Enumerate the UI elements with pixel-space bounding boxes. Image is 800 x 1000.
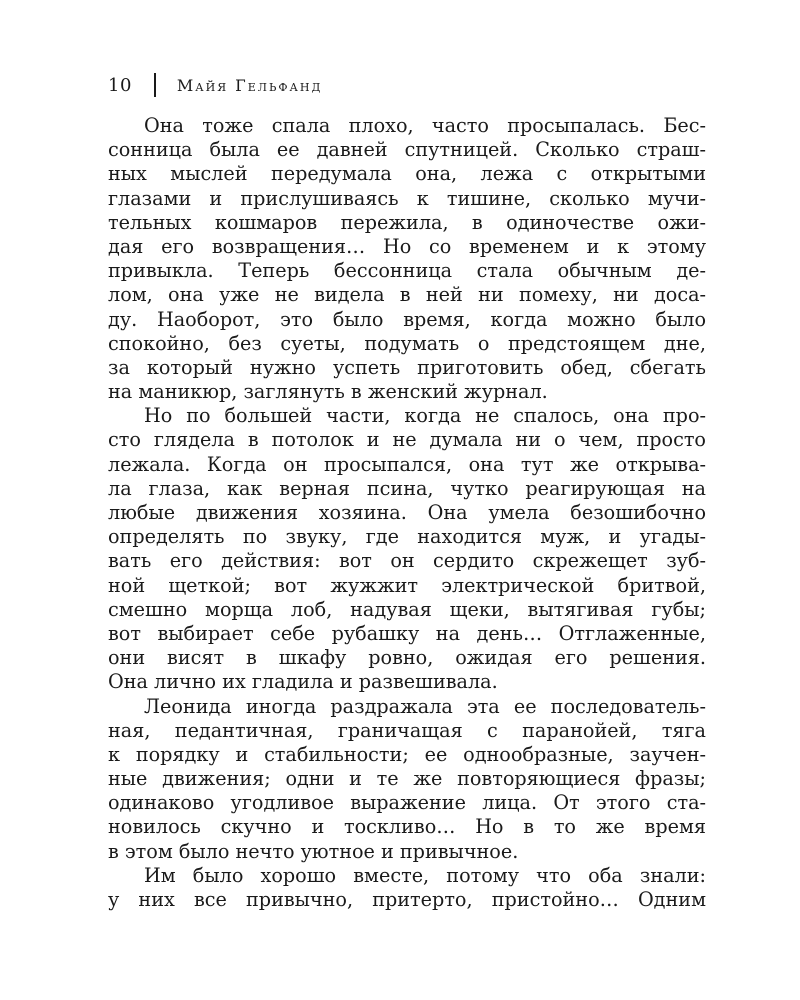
author-name: Майя Гельфанд xyxy=(176,75,323,95)
text-line: одинаково угодливое выражение лица. От этого ста- xyxy=(108,791,706,815)
text-line: Но по большей части, когда не спалось, она про- xyxy=(144,404,706,428)
text-line: Она тоже спала плохо, часто просыпалась. Бес- xyxy=(144,114,706,137)
text-line: Она лично их гладила и развешивала. xyxy=(108,670,498,694)
text-line: ных мыслей передумала она, лежа с открытыми xyxy=(108,162,706,186)
body-text xyxy=(108,114,706,912)
text-line: ная, педантичная, граничащая с паранойей, тяга xyxy=(108,718,706,742)
text-line: за который нужно успеть приготовить обед, сбегать xyxy=(108,355,706,379)
page-number: 10 xyxy=(108,74,132,96)
paragraph xyxy=(108,114,706,404)
text-line: ные движения; одни и те же повторяющиеся фразы; xyxy=(108,767,706,791)
text-line: сонница была ее давней спутницей. Сколько страш- xyxy=(108,138,706,162)
text-line: в этом было нечто уютное и привычное. xyxy=(108,839,519,863)
text-line: лежала. Когда он просыпался, она тут же открыва- xyxy=(108,452,706,476)
text-line: ду. Наоборот, это было время, когда можно было xyxy=(108,307,706,331)
paragraph xyxy=(108,864,706,912)
text-line: у них все привычно, притерто, пристойно… Одним xyxy=(108,888,706,911)
text-line: любые движения хозяина. Она умела безошибочно xyxy=(108,501,706,524)
text-line: новилось скучно и тоскливо… Но в то же время xyxy=(108,815,706,839)
text-line: тельных кошмаров пережила, в одиночестве ожи- xyxy=(108,210,706,234)
text-line: сто глядела в потолок и не думала ни о чем, просто xyxy=(108,428,706,452)
text-line: они висят в шкафу ровно, ожидая его решения. xyxy=(108,646,706,670)
text-line: вать его действия: вот он сердито скрежещет зуб- xyxy=(108,549,706,573)
running-head xyxy=(108,72,322,98)
text-line: лом, она уже не видела в ней ни помеху, ни доса- xyxy=(108,283,706,307)
text-line: ла глаза, как верная псина, чутко реагирующая на xyxy=(108,476,706,500)
text-line: на маникюр, заглянуть в женский журнал. xyxy=(108,380,548,404)
text-line: вот выбирает себе рубашку на день… Отглаженные, xyxy=(108,621,706,645)
text-line: смешно морща лоб, надувая щеки, вытягивая губы; xyxy=(108,597,706,621)
text-line: привыкла. Теперь бессонница стала обычным де- xyxy=(108,259,706,283)
text-line: определять по звуку, где находится муж, и угады- xyxy=(108,525,706,549)
text-line: дая его возвращения… Но со временем и к этому xyxy=(108,234,706,258)
text-line: к порядку и стабильности; ее однообразные, заучен- xyxy=(108,742,706,766)
header-separator xyxy=(154,73,156,97)
text-line: Им было хорошо вместе, потому что оба знали: xyxy=(144,863,706,887)
text-line: ной щеткой; вот жужжит электрической бритвой, xyxy=(108,573,706,597)
text-line: спокойно, без суеты, подумать о предстоящем дне, xyxy=(108,331,706,355)
text-line: Леонида иногда раздражала эта ее последователь- xyxy=(144,694,706,718)
paragraph xyxy=(108,404,706,694)
text-line: глазами и прислушиваясь к тишине, сколько мучи- xyxy=(108,186,706,210)
paragraph xyxy=(108,695,706,864)
